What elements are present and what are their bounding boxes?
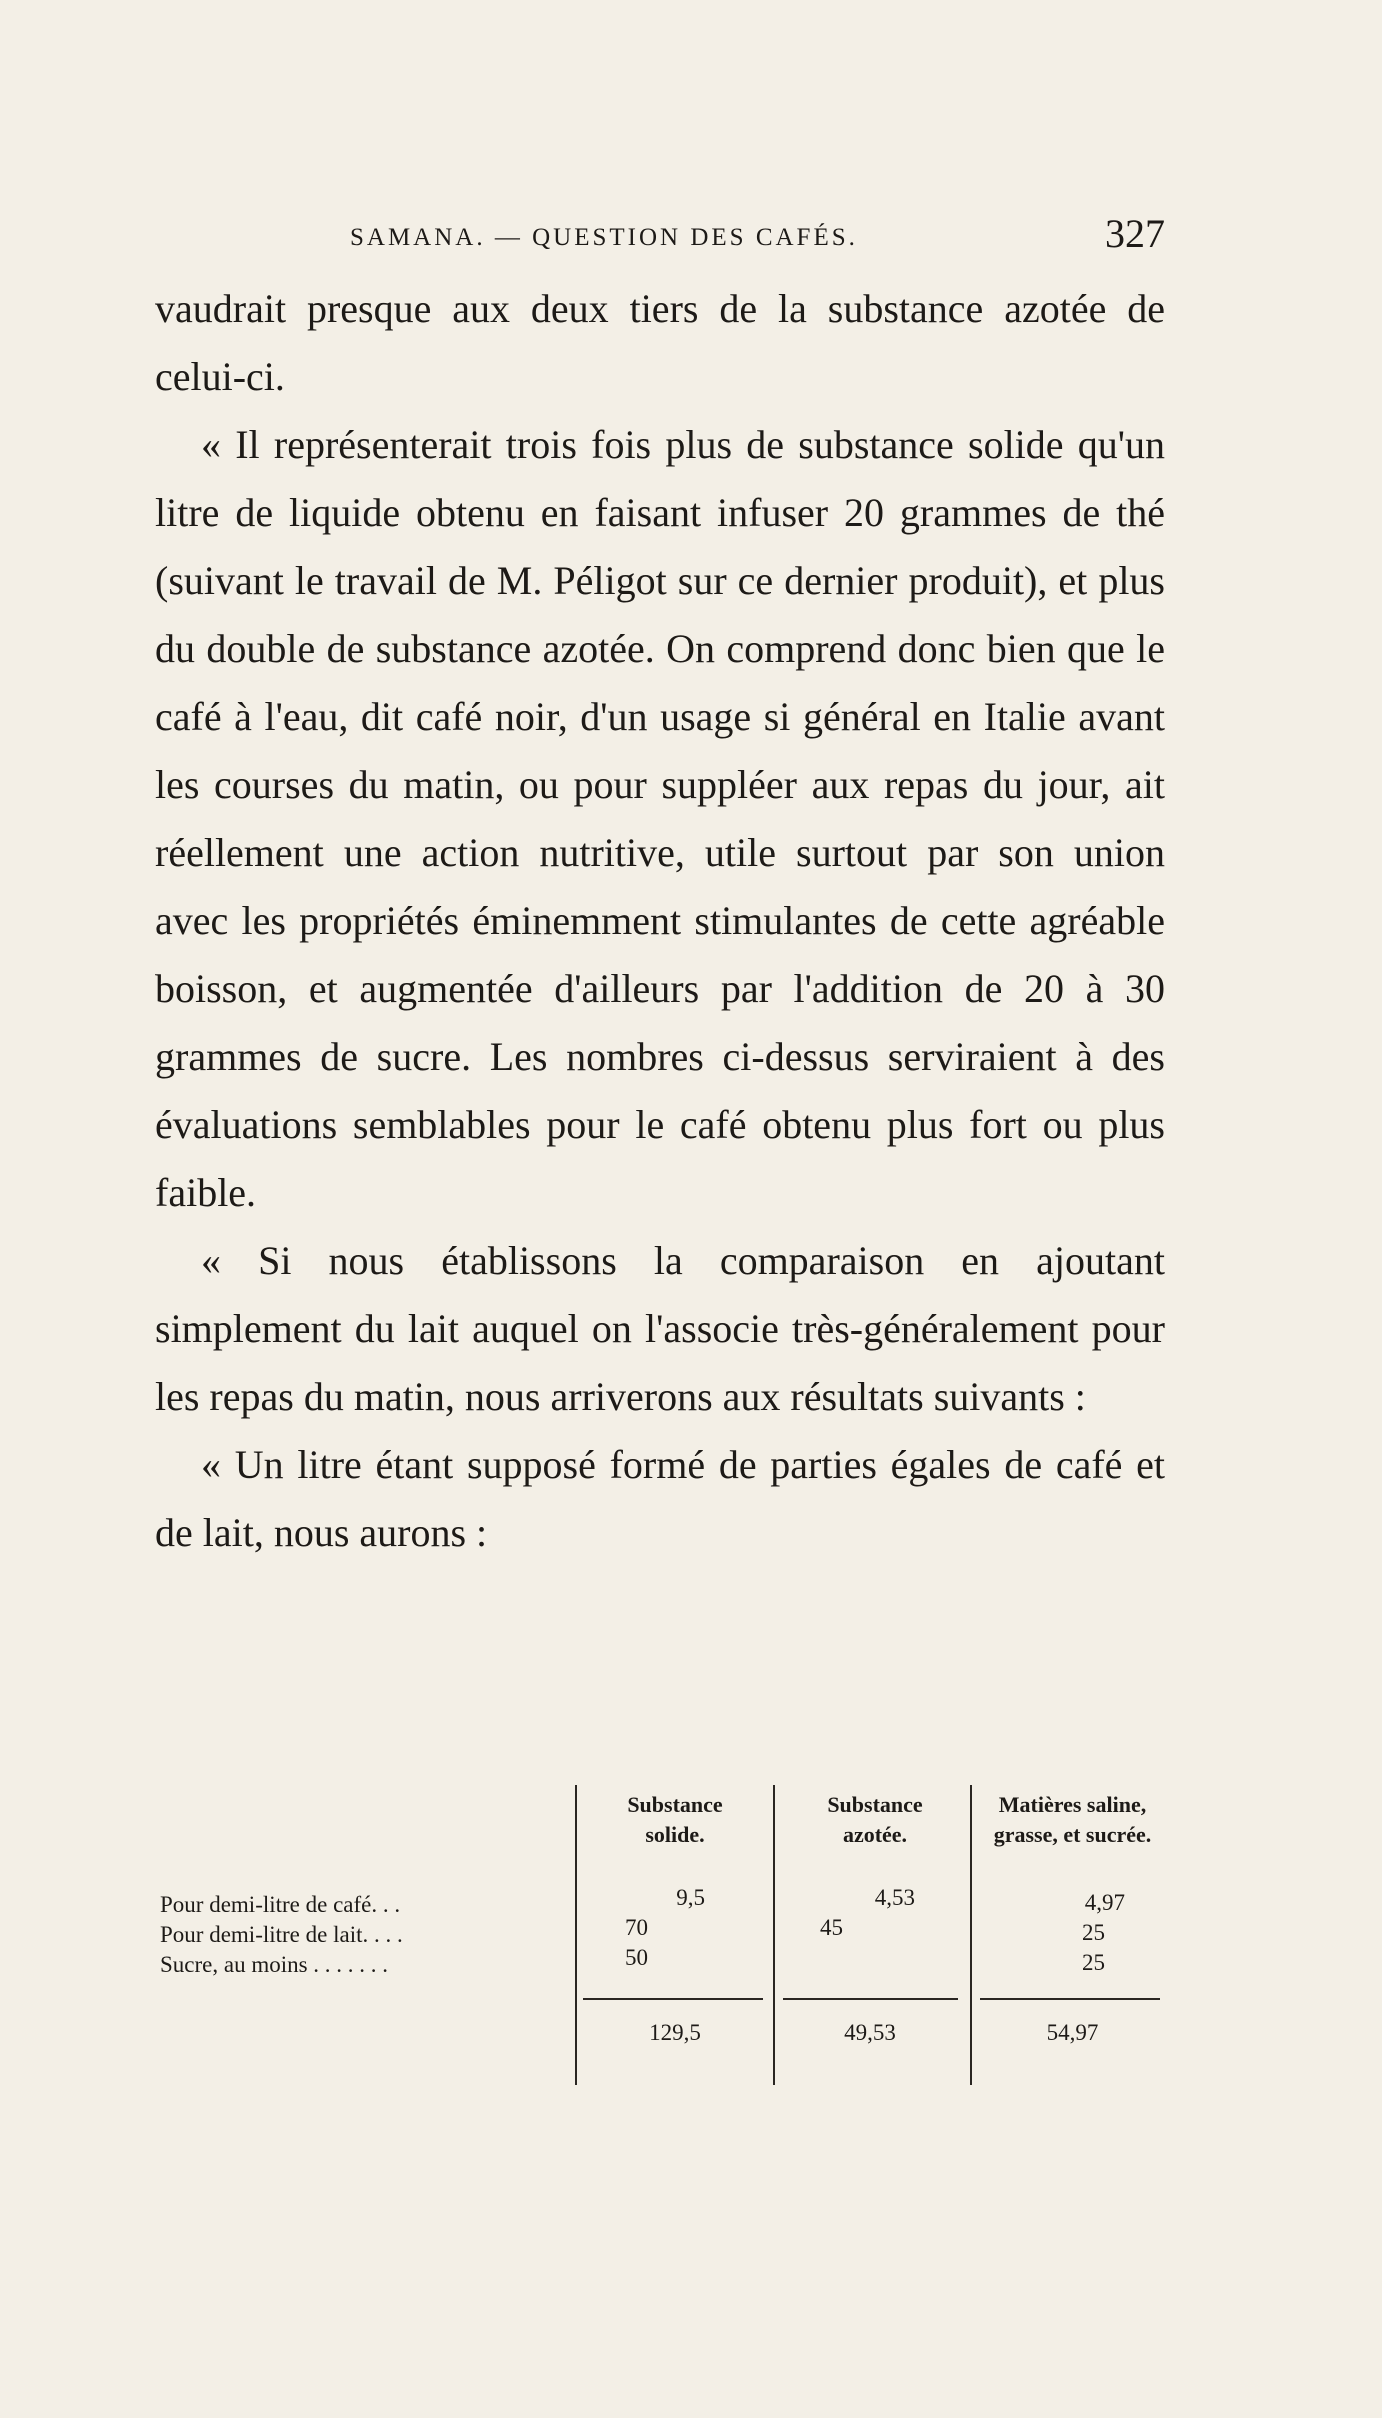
table-cell: 25 <box>1082 1920 1105 1945</box>
table-rule <box>575 1785 577 2085</box>
total-rule <box>980 1998 1160 2000</box>
table-cell: 25 <box>1082 1950 1105 1975</box>
paragraph-2: « Il représenterait trois fois plus de substance solide qu'un litre de liquide obtenu en faisant infuser 20 grammes de thé (suivant le travail de M. Péligot sur ce dernier produit), et plus du double de substance azotée. On comprend donc bien que le café à l'eau, dit café noir, d'un usage si général en Italie avant les courses du matin, ou pour suppléer aux repas du jour, ait réellement une action nutritive, utile surtout par son union avec les propriétés éminemment stimulantes de cette agréable boisson, et augmentée d'ailleurs par l'addition de 20 à 30 grammes de sucre. Les nombres ci-dessus serviraient à des évaluations semblables pour le café obtenu plus fort ou plus faible. <box>155 422 1165 1215</box>
total-rule <box>783 1998 958 2000</box>
total-salts: 54,97 <box>1046 2020 1099 2045</box>
row-label-coffee: Pour demi-litre de café. . . <box>160 1892 401 1917</box>
column-header-nitrogen: Substance azotée. <box>827 1792 923 1847</box>
table-cell: 9,5 <box>676 1885 705 1910</box>
column-header-solid: Substance solide. <box>627 1792 723 1847</box>
table-rule <box>773 1785 775 2085</box>
row-label-sugar: Sucre, au moins . . . . . . . <box>160 1952 389 1977</box>
paragraph-3: « Si nous établissons la comparaison en ajoutant simplement du lait auquel on l'associe très-généralement pour les repas du matin, nous arriverons aux résultats suivants : <box>155 1238 1165 1419</box>
paragraph-4: « Un litre étant supposé formé de parties égales de café et de lait, nous aurons : <box>155 1442 1165 1555</box>
running-head: SAMANA. — QUESTION DES CAFÉS. <box>350 224 858 251</box>
paragraph-1: vaudrait presque aux deux tiers de la substance azotée de celui-ci. <box>155 286 1165 399</box>
page-header <box>350 210 1165 260</box>
table-rule <box>970 1785 972 2085</box>
row-label-milk: Pour demi-litre de lait. . . . <box>160 1922 403 1947</box>
page-number: 327 <box>1105 211 1165 256</box>
total-solid: 129,5 <box>649 2020 701 2045</box>
table-cell: 45 <box>820 1915 843 1940</box>
table-cell: 70 <box>625 1915 648 1940</box>
table-cell: 4,97 <box>1084 1890 1125 1915</box>
table-cell: 50 <box>625 1945 648 1970</box>
composition-table <box>155 1780 1165 2090</box>
column-header-salts: Matières saline, grasse, et sucrée. <box>993 1792 1152 1847</box>
body-text <box>155 275 1165 1567</box>
total-rule <box>583 1998 763 2000</box>
table-cell: 4,53 <box>874 1885 915 1910</box>
total-nitrogen: 49,53 <box>844 2020 896 2045</box>
